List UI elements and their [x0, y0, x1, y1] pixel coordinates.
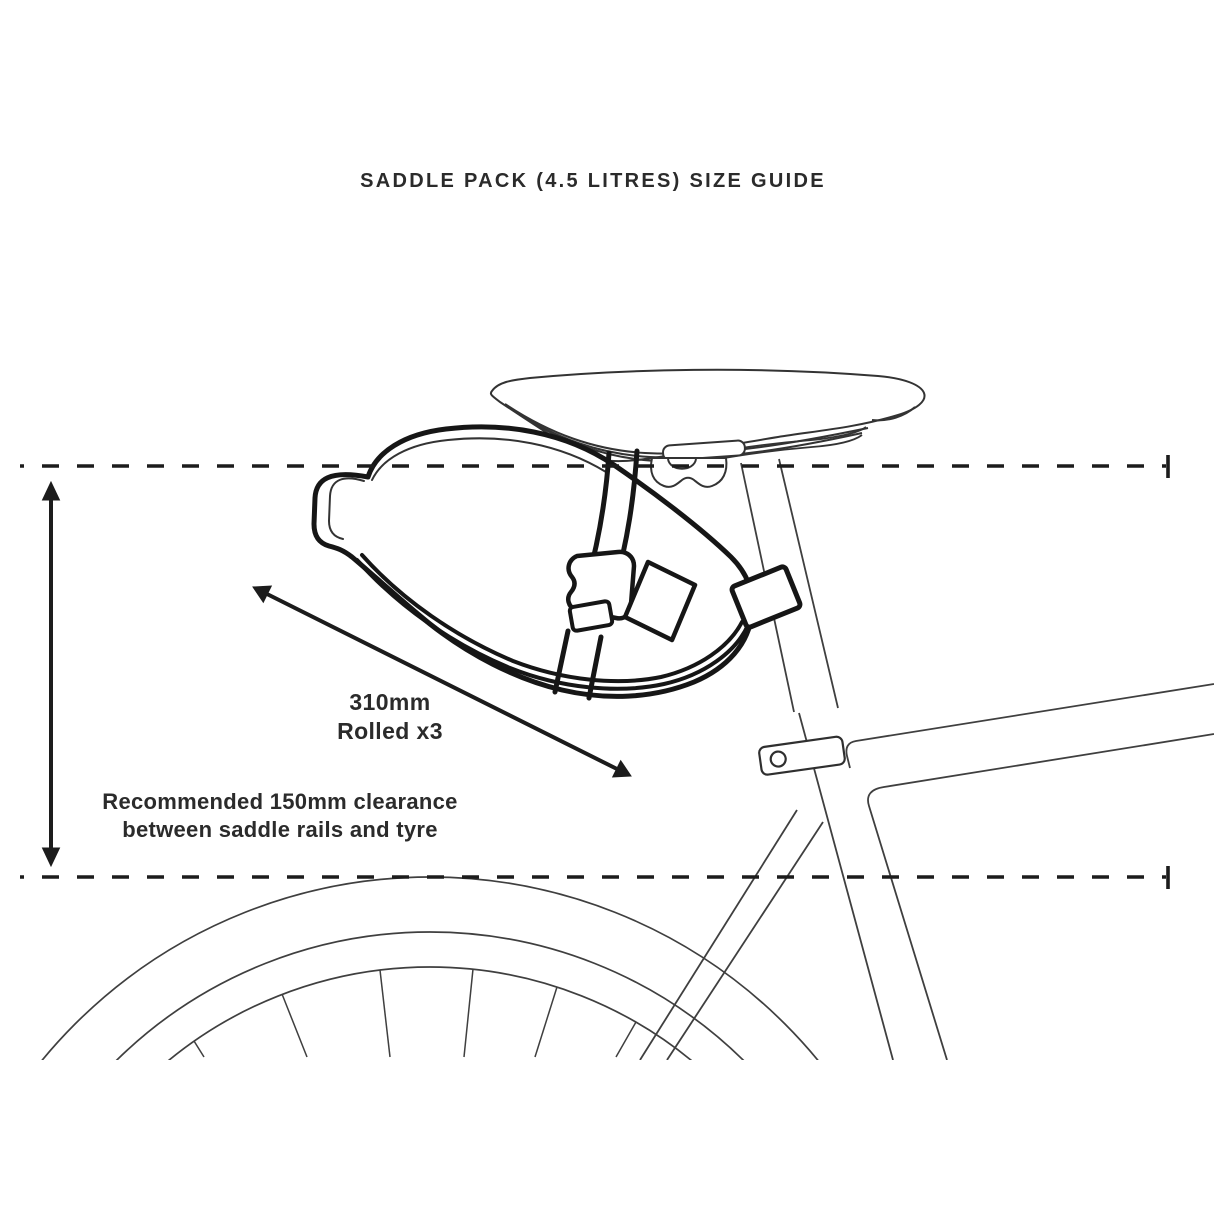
saddle-clamp-ears: [651, 458, 726, 487]
clearance-line2: between saddle rails and tyre: [122, 817, 438, 842]
arrow-head-up: [43, 482, 60, 500]
saddle-pack: [314, 427, 801, 698]
rim-arc: [18, 967, 842, 1214]
tyre-outer-arc: [0, 877, 932, 1214]
seat-collar-bracket: [758, 736, 845, 775]
page-title: SADDLE PACK (4.5 LITRES) SIZE GUIDE: [360, 170, 826, 192]
pack-length-value: 310mm: [349, 689, 431, 715]
clearance-line1: Recommended 150mm clearance: [102, 789, 458, 814]
rear-wheel: [0, 877, 932, 1214]
clearance-label: [30, 788, 530, 844]
seat-stays: [640, 810, 823, 1060]
pack-length-note: Rolled x3: [337, 718, 443, 744]
tyre-guide-line: [20, 866, 1168, 889]
pack-length-label: [240, 688, 540, 746]
top-tube-lower: [868, 734, 1214, 1060]
arrow-head-down: [43, 848, 60, 866]
strap-keeper: [569, 601, 613, 632]
spokes: [194, 969, 636, 1057]
top-tube: [846, 684, 1214, 768]
